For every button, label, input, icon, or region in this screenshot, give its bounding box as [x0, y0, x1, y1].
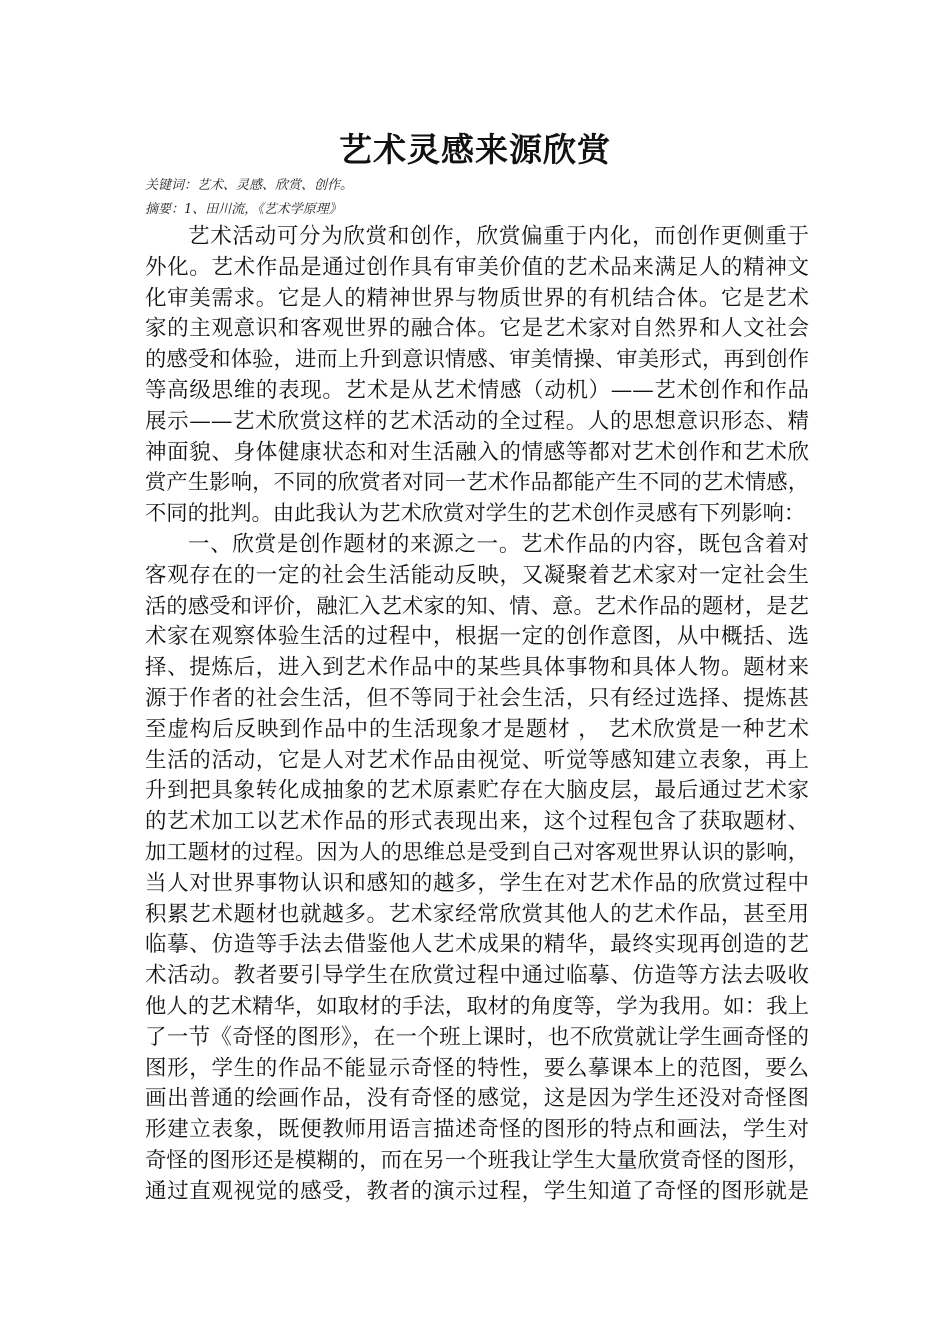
text-line: 了一节《奇怪的图形》，在一个班上课时，也不欣赏就让学生画奇怪的 [145, 1024, 809, 1050]
text-line: 不同的批判。由此我认为艺术欣赏对学生的艺术创作灵感有下列影响： [145, 501, 806, 527]
text-line: 化审美需求。它是人的精神世界与物质世界的有机结合体。它是艺术 [145, 285, 809, 311]
abstract-line: 摘要：1、田川流，《艺术学原理》 [145, 202, 342, 217]
text-line: 源于作者的社会生活，但不等同于社会生活，只有经过选择、提炼甚 [145, 685, 809, 711]
text-line: 积累艺术题材也就越多。艺术家经常欣赏其他人的艺术作品，甚至用 [145, 901, 809, 927]
text-line: 赏产生影响，不同的欣赏者对同一艺术作品都能产生不同的艺术情感， [145, 470, 809, 496]
text-line: 奇怪的图形还是模糊的，而在另一个班我让学生大量欣赏奇怪的图形， [145, 1147, 809, 1173]
text-line: 展示——艺术欣赏这样的艺术活动的全过程。人的思想意识形态、精 [145, 408, 809, 434]
text-line: 术家在观察体验生活的过程中，根据一定的创作意图，从中概括、选 [145, 624, 809, 650]
text-line: 通过直观视觉的感受，教者的演示过程，学生知道了奇怪的图形就是 [145, 1178, 809, 1204]
text-line: 生活的活动，它是人对艺术作品由视觉、听觉等感知建立表象，再上 [145, 747, 809, 773]
text-line: 神面貌、身体健康状态和对生活融入的情感等都对艺术创作和艺术欣 [145, 439, 809, 465]
text-line: 家的主观意识和客观世界的融合体。它是艺术家对自然界和人文社会 [145, 316, 809, 342]
text-line: 升到把具象转化成抽象的艺术原素贮存在大脑皮层，最后通过艺术家 [145, 778, 809, 804]
text-line: 的艺术加工以艺术作品的形式表现出来，这个过程包含了获取题材、 [145, 809, 809, 835]
paragraph [145, 222, 809, 530]
text-line: 活的感受和评价，融汇入艺术家的知、情、意。艺术作品的题材，是艺 [145, 593, 809, 619]
keywords-line: 关键词：艺术、灵感、欣赏、创作。 [145, 178, 354, 193]
text-line: 至虚构后反映到作品中的生活现象才是题材 ， 艺术欣赏是一种艺术 [145, 716, 809, 742]
text-line: 一、欣赏是创作题材的来源之一。艺术作品的内容，既包含着对 [188, 531, 809, 557]
text-line: 图形，学生的作品不能显示奇怪的特性，要么摹课本上的范图，要么 [145, 1055, 809, 1081]
text-line: 客观存在的一定的社会生活能动反映，又凝聚着艺术家对一定社会生 [145, 562, 809, 588]
text-line: 艺术活动可分为欣赏和创作，欣赏偏重于内化，而创作更侧重于 [188, 224, 809, 249]
text-line: 当人对世界事物认识和感知的越多，学生在对艺术作品的欣赏过程中 [145, 870, 809, 896]
text-line: 的感受和体验，进而上升到意识情感、审美情操、审美形式，再到创作 [145, 347, 809, 373]
paragraph [145, 530, 809, 1208]
text-line: 等高级思维的表现。艺术是从艺术情感（动机）——艺术创作和作品 [145, 377, 809, 403]
text-line: 外化。艺术作品是通过创作具有审美价值的艺术品来满足人的精神文 [145, 254, 809, 280]
text-line: 加工题材的过程。因为人的思维总是受到自己对客观世界认识的影响， [145, 839, 809, 865]
document-title: 艺术灵感来源欣赏 [339, 130, 611, 169]
text-line: 择、提炼后，进入到艺术作品中的某些具体事物和具体人物。题材来 [145, 655, 809, 681]
text-line: 形建立表象，既便教师用语言描述奇怪的图形的特点和画法，学生对 [145, 1117, 809, 1143]
document-body [145, 222, 809, 1208]
text-line: 临摹、仿造等手法去借鉴他人艺术成果的精华，最终实现再创造的艺 [145, 932, 809, 958]
text-line: 术活动。教者要引导学生在欣赏过程中通过临摹、仿造等方法去吸收 [145, 963, 809, 989]
text-line: 他人的艺术精华，如取材的手法，取材的角度等，学为我用。如：我上 [145, 993, 809, 1019]
text-line: 画出普通的绘画作品，没有奇怪的感觉，这是因为学生还没对奇怪图 [145, 1086, 809, 1112]
